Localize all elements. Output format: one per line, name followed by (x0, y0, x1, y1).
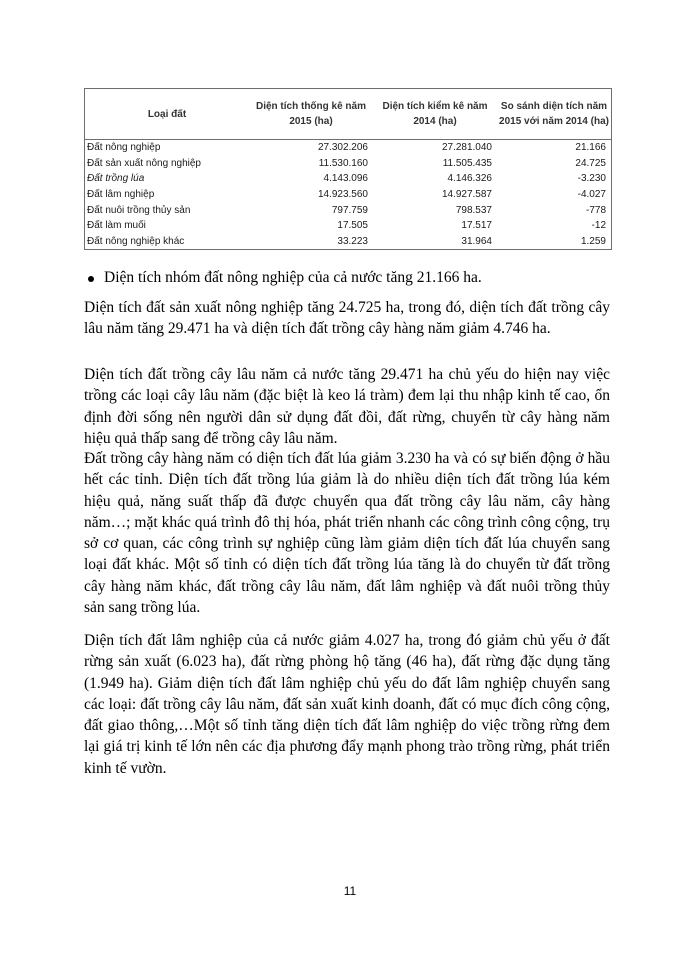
cell-land-type: Đất trồng lúa (87, 173, 145, 185)
paragraph-forestry-land: Diện tích đất lâm nghiệp của cả nước giảm 4.027 ha, trong đó giảm chủ yếu ở đất rừng sản xuất (6.023 ha), đất rừng phòng hộ tăng (46 ha), đất rừng đặc dụng tăng (1.949 ha). Giảm diện tích đất lâm nghiệp chủ yếu do đất lâm nghiệp chuyển sang các loại: đất trồng cây lâu năm, đất sản xuất kinh doanh, đất có mục đích công cộng, đất giao thông,…Một số tỉnh tăng diện tích đất lâm nghiệp do việc trồng rừng đem lại giá trị kinh tế lớn nên các địa phương đẩy mạnh phong trào trồng rừng, phát triển kinh tế vườn. (84, 632, 610, 777)
paragraph-perennial-crops: Diện tích đất trồng cây lâu năm cả nước tăng 29.471 ha chủ yếu do hiện nay việc trồng các loại cây lâu năm (đặc biệt là keo lá tràm) đem lại thu nhập kinh tế cao, ổn định đời sống nên người dân sử dụng đất đồi, đất rừng, chuyển từ cây hàng năm hiệu quả thấp sang để trồng cây lâu năm. (84, 366, 610, 447)
table-row (85, 218, 611, 234)
table-row (85, 171, 611, 187)
cell-area-2014: 27.281.040 (441, 142, 492, 154)
cell-area-2015: 33.223 (337, 235, 368, 247)
cell-area-2015: 14.923.560 (317, 189, 368, 201)
table-row (85, 234, 611, 250)
cell-area-2014: 798.537 (455, 204, 492, 216)
cell-comparison: -3.230 (577, 173, 606, 185)
land-table (85, 89, 611, 249)
land-area-table (84, 88, 612, 250)
cell-comparison: -778 (585, 204, 606, 216)
cell-land-type: Đất lâm nghiệp (87, 189, 155, 201)
paragraph-agri-production: Diện tích đất sản xuất nông nghiệp tăng 24.725 ha, trong đó, diện tích đất trồng cây lâu năm tăng 29.471 ha và diện tích đất trồng cây hàng năm giảm 4.746 ha. (84, 299, 610, 338)
cell-area-2015: 797.759 (331, 204, 368, 216)
table-row (85, 187, 611, 203)
cell-comparison: 21.166 (575, 142, 606, 154)
cell-area-2015: 11.530.160 (318, 157, 368, 169)
paragraph-rice-land: Đất trồng cây hàng năm có diện tích đất lúa giảm 3.230 ha và có sự biến động ở hầu hết các tỉnh. Diện tích đất trồng lúa giảm là do nhiều diện tích đất trồng lúa kém hiệu quả, năng suất thấp đã được chuyển qua đất trồng cây lâu năm, cây hàng năm…; mặt khác quá trình đô thị hóa, phát triển nhanh các công trình công cộng, trụ sở cơ quan, các công trình sự nghiệp cũng làm giảm diện tích đất lúa chuyển sang loại đất khác. Một số tỉnh có diện tích đất trồng lúa tăng là do chuyển từ đất trồng cây hàng năm khác, đất trồng cây lâu năm, đất lâm nghiệp và đất nuôi trồng thủy sản sang trồng lúa. (84, 450, 610, 617)
cell-comparison: 24.725 (575, 157, 606, 169)
header-comparison: So sánh diện tích năm 2015 với năm 2014 (ha) (497, 89, 611, 140)
header-land-type: Loại đất (85, 89, 249, 140)
cell-area-2014: 4.146.326 (447, 173, 492, 185)
cell-land-type: Đất sản xuất nông nghiệp (87, 157, 201, 169)
cell-comparison: -4.027 (577, 189, 606, 201)
cell-area-2014: 11.505.435 (442, 157, 492, 169)
header-area-2014: Diện tích kiểm kê năm 2014 (ha) (373, 89, 497, 140)
cell-land-type: Đất nông nghiệp (87, 142, 161, 154)
cell-area-2015: 27.302.206 (317, 142, 368, 154)
cell-comparison: -12 (591, 220, 606, 232)
cell-land-type: Đất nuôi trồng thủy sản (87, 204, 191, 216)
cell-area-2014: 17.517 (461, 220, 492, 232)
cell-land-type: Đất làm muối (87, 220, 146, 232)
cell-area-2014: 14.927.587 (441, 189, 492, 201)
header-area-2015: Diện tích thống kê năm 2015 (ha) (249, 89, 373, 140)
cell-area-2014: 31.964 (461, 235, 492, 247)
bullet-dot-icon (88, 276, 94, 282)
page-number: 11 (343, 884, 357, 898)
table-row (85, 156, 611, 172)
cell-area-2015: 17.505 (337, 220, 368, 232)
cell-comparison: 1.259 (580, 235, 606, 247)
bullet-item (104, 268, 624, 288)
bullet-text: Diện tích nhóm đất nông nghiệp của cả nước tăng 21.166 ha. (104, 269, 482, 286)
table-row (85, 140, 611, 156)
cell-land-type: Đất nông nghiệp khác (87, 235, 185, 247)
table-row (85, 202, 611, 218)
cell-area-2015: 4.143.096 (323, 173, 368, 185)
table-header-row (85, 89, 611, 140)
